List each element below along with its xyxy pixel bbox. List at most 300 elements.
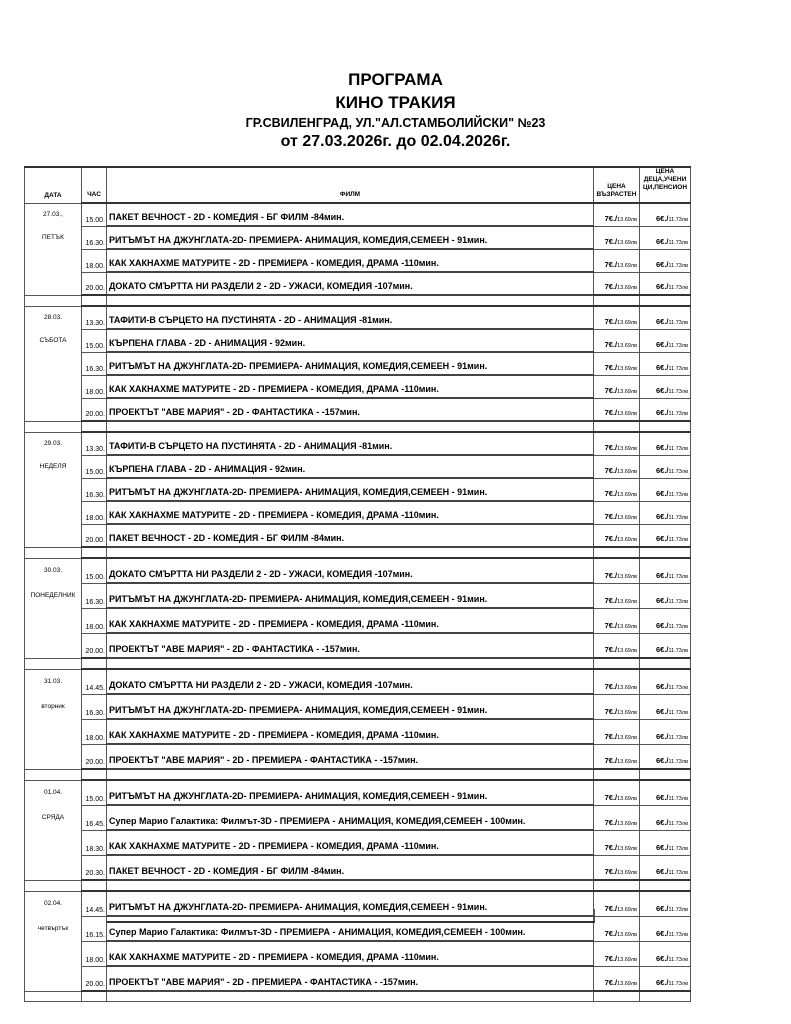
date-cell [25, 478, 82, 501]
table-row [25, 203, 691, 226]
spacer-row [25, 547, 691, 558]
time-cell: 18.00. [82, 501, 107, 524]
child-price-cell [640, 694, 691, 719]
adult-price-lv: 13.69лв [617, 648, 637, 654]
header-child-price [640, 167, 691, 203]
adult-price-cell [594, 805, 640, 830]
adult-price-cell [594, 501, 640, 524]
child-price-cell [640, 891, 691, 916]
child-price-lv: 11.73лв [668, 239, 688, 246]
table-row [25, 780, 691, 805]
time-cell: 18.00. [82, 249, 107, 272]
date-cell: 02.04. [25, 891, 82, 916]
film-cell: РИТЪМЪТ НА ДЖУНГЛАТА-2D- ПРЕМИЕРА- АНИМАЦИЯ, КОМЕДИЯ,СЕМЕЕН - 91мин. [107, 226, 594, 249]
adult-price-eur: 7€./ [604, 570, 618, 580]
adult-price-eur: 7€./ [604, 645, 618, 654]
child-price-lv: 11.73лв [668, 759, 688, 765]
film-cell: ДОКАТО СМЪРТТА НИ РАЗДЕЛИ 2 - 2D - УЖАСИ, КОМЕДИЯ -107мин. [107, 272, 594, 295]
time-cell: 20.00. [82, 633, 107, 658]
spacer-cell [82, 295, 107, 306]
adult-price-cell [594, 398, 640, 421]
child-price-eur: 6€./ [655, 259, 669, 269]
time-cell: 13.30. [82, 306, 107, 329]
spacer-cell [107, 295, 594, 306]
adult-price-lv: 13.69лв [617, 262, 637, 269]
time-cell: 15.00. [82, 780, 107, 805]
adult-price-eur: 7€./ [604, 842, 618, 852]
spacer-cell [82, 658, 107, 669]
child-price-cell [640, 249, 691, 272]
date-cell [25, 501, 82, 524]
child-price-eur: 6€./ [655, 282, 669, 291]
spacer-cell [594, 991, 640, 1002]
adult-price-cell [594, 249, 640, 272]
adult-price-eur: 7€./ [604, 681, 618, 691]
adult-price-eur: 7€./ [604, 385, 618, 395]
time-cell: 20.30. [82, 855, 107, 880]
adult-price-lv: 13.69лв [617, 342, 637, 349]
time-cell: 16.45. [82, 805, 107, 830]
header-time: ЧАС [82, 167, 107, 203]
adult-price-cell [594, 583, 640, 608]
header-child-line2: ДЕЦА,УЧЕНИ [643, 176, 687, 183]
child-price-cell [640, 455, 691, 478]
child-price-cell [640, 375, 691, 398]
child-price-cell [640, 306, 691, 329]
spacer-cell [640, 769, 691, 780]
adult-price-lv: 13.69лв [617, 956, 637, 963]
weekday-cell: вторник [25, 694, 82, 719]
adult-price-eur: 7€./ [604, 282, 618, 291]
time-cell: 18.00. [82, 375, 107, 398]
child-price-eur: 6€./ [655, 362, 669, 372]
spacer-row [25, 880, 691, 891]
table-row [25, 329, 691, 352]
film-cell: РИТЪМЪТ НА ДЖУНГЛАТА-2D- ПРЕМИЕРА- АНИМАЦИЯ, КОМЕДИЯ,СЕМЕЕН - 91мин. [107, 583, 594, 608]
child-price-eur: 6€./ [655, 339, 669, 349]
film-cell: РИТЪМЪТ НА ДЖУНГЛАТА-2D- ПРЕМИЕРА- АНИМАЦИЯ, КОМЕДИЯ,СЕМЕЕН - 91мин. [107, 694, 594, 719]
child-price-lv: 11.73лв [668, 709, 688, 716]
film-cell: Супер Марио Галактика: Филмът-3D - ПРЕМИЕРА - АНИМАЦИЯ, КОМЕДИЯ,СЕМЕЕН - 100мин. [107, 805, 594, 830]
time-cell: 18.00. [82, 719, 107, 744]
adult-price-eur: 7€./ [604, 620, 618, 630]
table-row [25, 249, 691, 272]
child-price-lv: 11.73лв [668, 319, 688, 326]
child-price-cell [640, 830, 691, 855]
table-row [25, 669, 691, 694]
child-price-cell [640, 583, 691, 608]
film-cell: ПАКЕТ ВЕЧНОСТ - 2D - КОМЕДИЯ - БГ ФИЛМ -84мин. [107, 524, 594, 547]
adult-price-cell [594, 855, 640, 880]
spacer-row [25, 658, 691, 669]
adult-price-eur: 7€./ [604, 928, 618, 938]
adult-price-lv: 13.69лв [617, 759, 637, 765]
child-price-eur: 6€./ [655, 570, 669, 580]
adult-price-eur: 7€./ [604, 706, 618, 716]
adult-price-lv: 13.69лв [617, 445, 637, 452]
child-price-cell [640, 478, 691, 501]
spacer-cell [640, 880, 691, 891]
adult-price-cell [594, 830, 640, 855]
child-price-cell [640, 855, 691, 880]
time-cell: 16.30. [82, 694, 107, 719]
time-cell: 20.00. [82, 744, 107, 769]
child-price-eur: 6€./ [655, 645, 669, 654]
spacer-cell [25, 769, 82, 780]
film-cell: ДОКАТО СМЪРТТА НИ РАЗДЕЛИ 2 - 2D - УЖАСИ, КОМЕДИЯ -107мин. [107, 669, 594, 694]
cinema-name: КИНО ТРАКИЯ [335, 93, 456, 112]
child-price-eur: 6€./ [655, 978, 669, 987]
film-cell: КАК ХАКНАХМЕ МАТУРИТЕ - 2D - ПРЕМИЕРА - КОМЕДИЯ, ДРАМА -110мин. [107, 249, 594, 272]
child-price-lv: 11.73лв [668, 285, 688, 291]
table-row [25, 272, 691, 295]
date-cell [25, 966, 82, 991]
date-cell: 31.03. [25, 669, 82, 694]
spacer-cell [107, 991, 594, 1002]
child-price-lv: 11.73лв [668, 573, 688, 580]
adult-price-lv: 13.69лв [617, 598, 637, 605]
child-price-lv: 11.73лв [668, 411, 688, 417]
table-row [25, 478, 691, 501]
film-cell: ПРОЕКТЪТ "АВЕ МАРИЯ" - 2D - ПРЕМИЕРА - ФАНТАСТИКА - -157мин. [107, 966, 594, 991]
adult-price-eur: 7€./ [604, 511, 618, 521]
adult-price-lv: 13.69лв [617, 514, 637, 521]
date-cell: 30.03. [25, 558, 82, 583]
adult-price-cell [594, 694, 640, 719]
time-cell: 16.30. [82, 478, 107, 501]
child-price-cell [640, 966, 691, 991]
spacer-cell [594, 880, 640, 891]
adult-price-lv: 13.69лв [617, 906, 637, 913]
child-price-lv: 11.73лв [668, 365, 688, 372]
adult-price-lv: 13.69лв [617, 239, 637, 246]
spacer-row [25, 991, 691, 1002]
child-price-lv: 11.73лв [668, 388, 688, 395]
adult-price-eur: 7€./ [604, 817, 618, 827]
spacer-cell [82, 421, 107, 432]
date-cell [25, 830, 82, 855]
date-cell [25, 744, 82, 769]
table-row [25, 694, 691, 719]
child-price-cell [640, 352, 691, 375]
adult-price-cell [594, 966, 640, 991]
film-cell: КАК ХАКНАХМЕ МАТУРИТЕ - 2D - ПРЕМИЕРА - КОМЕДИЯ, ДРАМА -110мин. [107, 608, 594, 633]
child-price-lv: 11.73лв [668, 262, 688, 269]
child-price-eur: 6€./ [655, 792, 669, 802]
film-cell: КАК ХАКНАХМЕ МАТУРИТЕ - 2D - ПРЕМИЕРА - КОМЕДИЯ, ДРАМА -110мин. [107, 501, 594, 524]
film-cell: ПРОЕКТЪТ "АВЕ МАРИЯ" - 2D - ФАНТАСТИКА - -157мин. [107, 633, 594, 658]
spacer-cell [25, 547, 82, 558]
adult-price-cell [594, 272, 640, 295]
child-price-cell [640, 501, 691, 524]
table-row [25, 608, 691, 633]
film-cell: РИТЪМЪТ НА ДЖУНГЛАТА-2D- ПРЕМИЕРА- АНИМАЦИЯ, КОМЕДИЯ,СЕМЕЕН - 91мин. [107, 352, 594, 375]
adult-price-lv: 13.69лв [617, 216, 637, 223]
spacer-cell [82, 991, 107, 1002]
adult-price-eur: 7€./ [604, 595, 618, 605]
adult-price-eur: 7€./ [604, 362, 618, 372]
child-price-lv: 11.73лв [668, 537, 688, 543]
adult-price-eur: 7€./ [604, 259, 618, 269]
film-cell: ПРОЕКТЪТ "АВЕ МАРИЯ" - 2D - ПРЕМИЕРА - ФАНТАСТИКА - -157мин. [107, 744, 594, 769]
film-cell: ТАФИТИ-В СЪРЦЕТО НА ПУСТИНЯТА - 2D - АНИМАЦИЯ -81мин. [107, 306, 594, 329]
header-child-line3: ЦИ,ПЕНСИОН [642, 184, 688, 191]
adult-price-eur: 7€./ [604, 978, 618, 987]
child-price-lv: 11.73лв [668, 491, 688, 498]
adult-price-eur: 7€./ [604, 408, 618, 417]
adult-price-eur: 7€./ [604, 316, 618, 326]
adult-price-lv: 13.69лв [617, 931, 637, 938]
adult-price-cell [594, 916, 640, 941]
header-adult-line1: ЦЕНА [607, 183, 626, 190]
header-adult-line2: ВЪЗРАСТЕН [596, 191, 637, 198]
child-price-eur: 6€./ [655, 488, 669, 498]
adult-price-cell [594, 375, 640, 398]
adult-price-cell [594, 780, 640, 805]
schedule-table [24, 166, 691, 1002]
table-header-row [25, 167, 691, 203]
adult-price-cell [594, 558, 640, 583]
child-price-cell [640, 608, 691, 633]
table-row [25, 805, 691, 830]
date-cell [25, 633, 82, 658]
child-price-eur: 6€./ [655, 867, 669, 876]
child-price-lv: 11.73лв [668, 870, 688, 876]
table-row [25, 744, 691, 769]
film-cell: КАК ХАКНАХМЕ МАТУРИТЕ - 2D - ПРЕМИЕРА - КОМЕДИЯ, ДРАМА -110мин. [107, 830, 594, 855]
child-price-cell [640, 941, 691, 966]
adult-price-eur: 7€./ [604, 236, 618, 246]
film-cell: КАК ХАКНАХМЕ МАТУРИТЕ - 2D - ПРЕМИЕРА - КОМЕДИЯ, ДРАМА -110мин. [107, 375, 594, 398]
child-price-lv: 11.73лв [668, 445, 688, 452]
adult-price-cell [594, 329, 640, 352]
adult-price-eur: 7€./ [604, 442, 618, 452]
child-price-eur: 6€./ [655, 817, 669, 827]
child-price-cell [640, 805, 691, 830]
film-cell: РИТЪМЪТ НА ДЖУНГЛАТА-2D- ПРЕМИЕРА- АНИМАЦИЯ, КОМЕДИЯ,СЕМЕЕН - 91мин. [107, 891, 594, 916]
adult-price-lv: 13.69лв [617, 684, 637, 691]
adult-price-cell [594, 524, 640, 547]
child-price-eur: 6€./ [655, 316, 669, 326]
child-price-lv: 11.73лв [668, 956, 688, 963]
child-price-eur: 6€./ [655, 953, 669, 963]
spacer-cell [82, 547, 107, 558]
child-price-lv: 11.73лв [668, 906, 688, 913]
table-tail-box [106, 909, 595, 923]
date-cell [25, 941, 82, 966]
child-price-eur: 6€./ [655, 731, 669, 741]
spacer-cell [107, 547, 594, 558]
child-price-lv: 11.73лв [668, 795, 688, 802]
adult-price-lv: 13.69лв [617, 411, 637, 417]
date-cell [25, 249, 82, 272]
adult-price-lv: 13.69лв [617, 820, 637, 827]
spacer-cell [594, 421, 640, 432]
child-price-eur: 6€./ [655, 385, 669, 395]
adult-price-lv: 13.69лв [617, 468, 637, 475]
cinema-address: ГР.СВИЛЕНГРАД, УЛ."АЛ.СТАМБОЛИЙСКИ" №23 [245, 116, 546, 130]
child-price-cell [640, 719, 691, 744]
adult-price-cell [594, 352, 640, 375]
spacer-cell [25, 880, 82, 891]
spacer-cell [594, 295, 640, 306]
time-cell: 15.00. [82, 558, 107, 583]
child-price-lv: 11.73лв [668, 845, 688, 852]
adult-price-lv: 13.69лв [617, 709, 637, 716]
adult-price-lv: 13.69лв [617, 365, 637, 372]
time-cell: 14.45. [82, 669, 107, 694]
time-cell: 20.00. [82, 966, 107, 991]
child-price-eur: 6€./ [655, 842, 669, 852]
adult-price-eur: 7€./ [604, 339, 618, 349]
adult-price-cell [594, 669, 640, 694]
spacer-cell [107, 421, 594, 432]
child-price-lv: 11.73лв [668, 820, 688, 827]
spacer-cell [594, 547, 640, 558]
spacer-cell [107, 769, 594, 780]
table-row [25, 966, 691, 991]
time-cell: 16.15. [82, 916, 107, 941]
spacer-cell [25, 295, 82, 306]
spacer-cell [640, 991, 691, 1002]
program-period: от 27.03.2026г. до 02.04.2026г. [280, 133, 511, 150]
date-cell [25, 352, 82, 375]
child-price-cell [640, 203, 691, 226]
date-cell [25, 855, 82, 880]
child-price-eur: 6€./ [655, 534, 669, 543]
spacer-cell [25, 991, 82, 1002]
child-price-cell [640, 432, 691, 455]
child-price-lv: 11.73лв [668, 216, 688, 223]
film-cell: РИТЪМЪТ НА ДЖУНГЛАТА-2D- ПРЕМИЕРА- АНИМАЦИЯ, КОМЕДИЯ,СЕМЕЕН - 91мин. [107, 478, 594, 501]
spacer-cell [25, 421, 82, 432]
table-row [25, 855, 691, 880]
adult-price-lv: 13.69лв [617, 845, 637, 852]
adult-price-eur: 7€./ [604, 903, 618, 913]
child-price-lv: 11.73лв [668, 623, 688, 630]
time-cell: 18.30. [82, 830, 107, 855]
child-price-cell [640, 272, 691, 295]
table-row [25, 719, 691, 744]
film-cell: РИТЪМЪТ НА ДЖУНГЛАТА-2D- ПРЕМИЕРА- АНИМАЦИЯ, КОМЕДИЯ,СЕМЕЕН - 91мин. [107, 780, 594, 805]
adult-price-lv: 13.69лв [617, 573, 637, 580]
table-row [25, 633, 691, 658]
table-row [25, 941, 691, 966]
weekday-cell: СЪБОТА [25, 329, 82, 352]
spacer-cell [25, 658, 82, 669]
adult-price-eur: 7€./ [604, 731, 618, 741]
film-cell: КЪРПЕНА ГЛАВА - 2D - АНИМАЦИЯ - 92мин. [107, 329, 594, 352]
spacer-cell [594, 658, 640, 669]
header-child-line1: ЦЕНА [655, 168, 675, 175]
adult-price-cell [594, 203, 640, 226]
adult-price-cell [594, 455, 640, 478]
adult-price-eur: 7€./ [604, 213, 618, 223]
child-price-cell [640, 916, 691, 941]
date-cell: 27.03., [25, 203, 82, 226]
header-date: ДАТА [25, 167, 82, 203]
film-cell: ПАКЕТ ВЕЧНОСТ - 2D - КОМЕДИЯ - БГ ФИЛМ -84мин. [107, 203, 594, 226]
adult-price-lv: 13.69лв [617, 795, 637, 802]
time-cell: 16.30. [82, 583, 107, 608]
film-cell: ДОКАТО СМЪРТТА НИ РАЗДЕЛИ 2 - 2D - УЖАСИ, КОМЕДИЯ -107мин. [107, 558, 594, 583]
table-row [25, 352, 691, 375]
child-price-eur: 6€./ [655, 442, 669, 452]
time-cell: 13.30. [82, 432, 107, 455]
time-cell: 20.00. [82, 272, 107, 295]
spacer-cell [640, 547, 691, 558]
table-row [25, 432, 691, 455]
table-row [25, 524, 691, 547]
child-price-cell [640, 744, 691, 769]
child-price-cell [640, 780, 691, 805]
time-cell: 20.00. [82, 398, 107, 421]
child-price-lv: 11.73лв [668, 931, 688, 938]
child-price-lv: 11.73лв [668, 514, 688, 521]
adult-price-cell [594, 744, 640, 769]
time-cell: 16.30. [82, 352, 107, 375]
table-row [25, 226, 691, 249]
child-price-eur: 6€./ [655, 465, 669, 475]
adult-price-eur: 7€./ [604, 488, 618, 498]
header-film: ФИЛМ [107, 167, 594, 203]
child-price-cell [640, 329, 691, 352]
spacer-cell [640, 658, 691, 669]
time-cell: 18.00. [82, 941, 107, 966]
table-row [25, 558, 691, 583]
spacer-cell [594, 769, 640, 780]
child-price-eur: 6€./ [655, 511, 669, 521]
spacer-cell [640, 295, 691, 306]
child-price-lv: 11.73лв [668, 598, 688, 605]
adult-price-lv: 13.69лв [617, 734, 637, 741]
time-cell: 15.00. [82, 455, 107, 478]
child-price-eur: 6€./ [655, 928, 669, 938]
child-price-lv: 11.73лв [668, 468, 688, 475]
spacer-row [25, 421, 691, 432]
date-cell [25, 524, 82, 547]
table-row [25, 306, 691, 329]
time-cell: 20.00. [82, 524, 107, 547]
adult-price-eur: 7€./ [604, 534, 618, 543]
child-price-lv: 11.73лв [668, 342, 688, 349]
time-cell: 16.30. [82, 226, 107, 249]
adult-price-cell [594, 608, 640, 633]
child-price-lv: 11.73лв [668, 684, 688, 691]
weekday-cell: СРЯДА [25, 805, 82, 830]
adult-price-eur: 7€./ [604, 953, 618, 963]
child-price-eur: 6€./ [655, 213, 669, 223]
child-price-eur: 6€./ [655, 706, 669, 716]
child-price-lv: 11.73лв [668, 734, 688, 741]
child-price-cell [640, 226, 691, 249]
table-row [25, 501, 691, 524]
adult-price-lv: 13.69лв [617, 870, 637, 876]
header-adult-price [594, 167, 640, 203]
adult-price-eur: 7€./ [604, 867, 618, 876]
film-cell: КАК ХАКНАХМЕ МАТУРИТЕ - 2D - ПРЕМИЕРА - КОМЕДИЯ, ДРАМА -110мин. [107, 941, 594, 966]
date-cell [25, 272, 82, 295]
child-price-cell [640, 633, 691, 658]
weekday-cell: четвъртък [25, 916, 82, 941]
spacer-cell [82, 880, 107, 891]
spacer-cell [107, 880, 594, 891]
spacer-cell [107, 658, 594, 669]
adult-price-cell [594, 306, 640, 329]
film-cell: ПРОЕКТЪТ "АВЕ МАРИЯ" - 2D - ФАНТАСТИКА - -157мин. [107, 398, 594, 421]
film-cell: КАК ХАКНАХМЕ МАТУРИТЕ - 2D - ПРЕМИЕРА - КОМЕДИЯ, ДРАМА -110мин. [107, 719, 594, 744]
adult-price-lv: 13.69лв [617, 981, 637, 987]
